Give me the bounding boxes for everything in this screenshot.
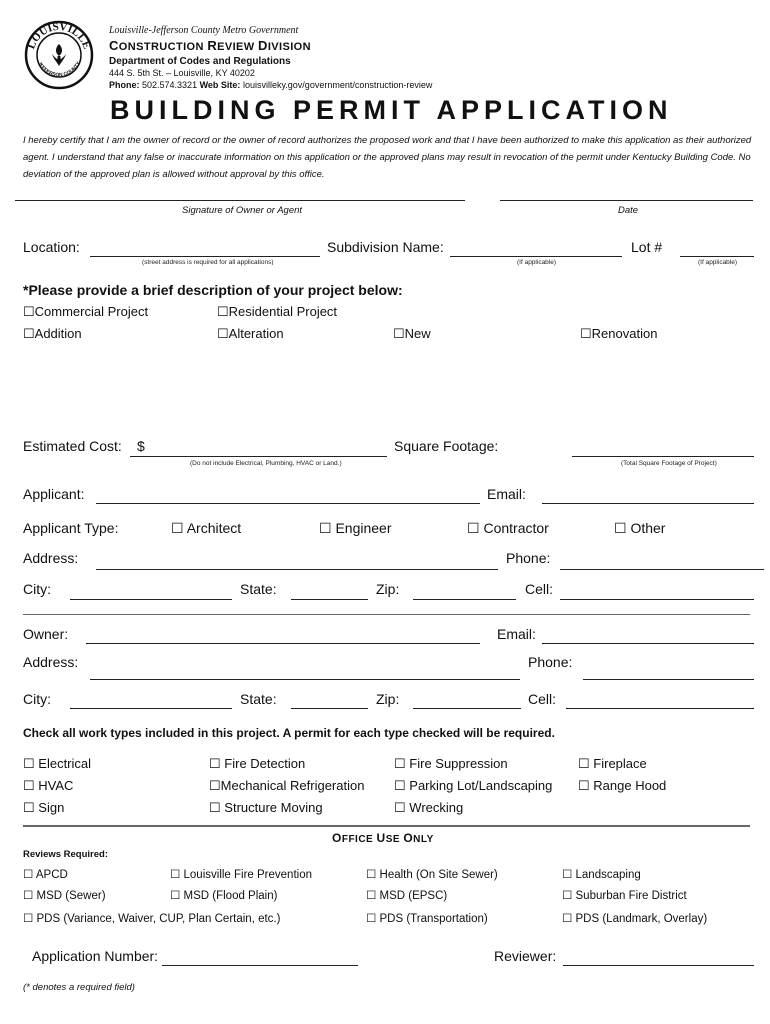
applicant-address-field[interactable] bbox=[96, 569, 498, 570]
owner-zip-label: Zip: bbox=[376, 691, 400, 707]
estimated-cost-label: Estimated Cost: bbox=[23, 438, 122, 454]
checkbox-icon: ☐ bbox=[366, 913, 377, 925]
applicant-city-field[interactable] bbox=[70, 599, 232, 600]
checkbox-msd-sewer[interactable]: ☐ MSD (Sewer) bbox=[23, 890, 106, 902]
owner-phone-field[interactable] bbox=[583, 679, 754, 680]
section-divider bbox=[23, 614, 750, 615]
checkbox-icon: ☐ bbox=[23, 800, 35, 815]
checkbox-icon: ☐ bbox=[393, 326, 405, 341]
subdivision-field[interactable] bbox=[450, 256, 622, 257]
owner-email-field[interactable] bbox=[542, 643, 754, 644]
applicant-cell-field[interactable] bbox=[560, 599, 754, 600]
subdivision-hint: (If applicable) bbox=[517, 259, 557, 266]
division-name: CONSTRUCTION REVIEW DIVISION bbox=[109, 38, 311, 53]
checkbox-icon: ☐ bbox=[23, 326, 35, 341]
applicant-phone-field[interactable] bbox=[560, 569, 764, 570]
checkbox-icon: ☐ bbox=[562, 869, 573, 881]
checkbox-icon: ☐ bbox=[23, 890, 34, 902]
checkbox-residential-project[interactable]: ☐Residential Project bbox=[217, 304, 338, 319]
checkbox-icon: ☐ bbox=[394, 800, 406, 815]
checkbox-icon: ☐ bbox=[209, 756, 221, 771]
location-label: Location: bbox=[23, 239, 80, 255]
checkbox-renovation[interactable]: ☐Renovation bbox=[580, 326, 658, 341]
checkbox-icon: ☐ bbox=[23, 756, 35, 771]
owner-address-field[interactable] bbox=[90, 679, 520, 680]
applicant-city-label: City: bbox=[23, 581, 51, 597]
checkbox-icon: ☐ bbox=[580, 326, 592, 341]
square-footage-label: Square Footage: bbox=[394, 438, 499, 454]
dollar-sign: $ bbox=[137, 438, 145, 454]
application-number-label: Application Number: bbox=[32, 948, 159, 964]
owner-cell-label: Cell: bbox=[528, 691, 557, 707]
signature-caption: Signature of Owner or Agent bbox=[182, 205, 303, 216]
checkbox-contractor[interactable]: ☐ Contractor bbox=[467, 520, 549, 536]
checkbox-icon: ☐ bbox=[562, 913, 573, 925]
checkbox-sign[interactable]: ☐ Sign bbox=[23, 800, 65, 815]
checkbox-icon: ☐ bbox=[394, 756, 406, 771]
estimated-cost-hint: (Do not include Electrical, Plumbing, HVAC or Land.) bbox=[190, 460, 342, 467]
checkbox-icon: ☐ bbox=[366, 890, 377, 902]
agency-name: Louisville-Jefferson County Metro Government bbox=[109, 25, 299, 36]
square-footage-field[interactable] bbox=[572, 456, 754, 457]
owner-address-label: Address: bbox=[23, 654, 79, 670]
checkbox-architect[interactable]: ☐ Architect bbox=[171, 520, 242, 536]
checkbox-icon: ☐ bbox=[209, 800, 221, 815]
applicant-zip-field[interactable] bbox=[413, 599, 516, 600]
office-address: 444 S. 5th St. – Louisville, KY 40202 bbox=[109, 68, 255, 78]
checkbox-structure-moving[interactable]: ☐ Structure Moving bbox=[209, 800, 323, 815]
checkbox-icon: ☐ bbox=[394, 778, 406, 793]
checkbox-icon: ☐ bbox=[209, 778, 221, 793]
checkbox-range-hood[interactable]: ☐ Range Hood bbox=[578, 778, 667, 793]
checkbox-engineer[interactable]: ☐ Engineer bbox=[319, 520, 392, 536]
checkbox-icon: ☐ bbox=[23, 778, 35, 793]
checkbox-louisville-fire-prevention[interactable]: ☐ Louisville Fire Prevention bbox=[170, 869, 312, 881]
applicant-email-field[interactable] bbox=[542, 503, 754, 504]
checkbox-icon: ☐ bbox=[23, 304, 35, 319]
applicant-zip-label: Zip: bbox=[376, 581, 400, 597]
checkbox-pds-transportation[interactable]: ☐ PDS (Transportation) bbox=[366, 913, 488, 925]
applicant-field[interactable] bbox=[96, 503, 480, 504]
checkbox-suburban-fire-district[interactable]: ☐ Suburban Fire District bbox=[562, 890, 687, 902]
checkbox-fire-suppression[interactable]: ☐ Fire Suppression bbox=[394, 756, 508, 771]
date-caption: Date bbox=[618, 205, 639, 216]
office-section-divider bbox=[23, 825, 750, 827]
applicant-cell-label: Cell: bbox=[525, 581, 554, 597]
applicant-phone-label: Phone: bbox=[506, 550, 551, 566]
checkbox-electrical[interactable]: ☐ Electrical bbox=[23, 756, 92, 771]
signature-line[interactable] bbox=[15, 200, 465, 201]
louisville-seal-logo bbox=[24, 20, 94, 90]
checkbox-commercial-project[interactable]: ☐Commercial Project bbox=[23, 304, 149, 319]
project-heading: *Please provide a brief description of your project below: bbox=[23, 282, 403, 298]
owner-phone-label: Phone: bbox=[528, 654, 573, 670]
checkbox-icon: ☐ bbox=[562, 890, 573, 902]
owner-label: Owner: bbox=[23, 626, 69, 642]
reviewer-field[interactable] bbox=[563, 965, 754, 966]
owner-email-label: Email: bbox=[497, 626, 536, 642]
checkbox-icon: ☐ bbox=[23, 869, 34, 881]
svg-text:LOUISVILLE: LOUISVILLE bbox=[25, 20, 93, 51]
checkbox-icon: ☐ bbox=[23, 913, 34, 925]
checkbox-icon: ☐ bbox=[467, 520, 480, 536]
checkbox-icon: ☐ bbox=[217, 326, 229, 341]
applicant-address-label: Address: bbox=[23, 550, 79, 566]
checkbox-icon: ☐ bbox=[366, 869, 377, 881]
checkbox-fireplace[interactable]: ☐ Fireplace bbox=[578, 756, 647, 771]
owner-city-field[interactable] bbox=[70, 708, 232, 709]
lot-field[interactable] bbox=[680, 256, 754, 257]
checkbox-wrecking[interactable]: ☐ Wrecking bbox=[394, 800, 464, 815]
applicant-email-label: Email: bbox=[487, 486, 526, 502]
checkbox-mechanical-refrigeration[interactable]: ☐Mechanical Refrigeration bbox=[209, 778, 365, 793]
contact-line: Phone: 502.574.3321 Web Site: louisvilleky.gov/government/construction-review bbox=[109, 80, 433, 90]
checkbox-icon: ☐ bbox=[614, 520, 627, 536]
checkbox-fire-detection[interactable]: ☐ Fire Detection bbox=[209, 756, 306, 771]
checkbox-icon: ☐ bbox=[578, 756, 590, 771]
checkbox-msd-epsc[interactable]: ☐ MSD (EPSC) bbox=[366, 890, 448, 902]
owner-cell-field[interactable] bbox=[566, 708, 754, 709]
square-footage-hint: (Total Square Footage of Project) bbox=[621, 460, 717, 467]
checkbox-addition[interactable]: ☐Addition bbox=[23, 326, 82, 341]
certification-text: I hereby certify that I am the owner of record or the owner of record authorizes the proposed work and that I have been authorized to make this application as their authorized agent. I understand that any false or inaccurate information on this application or the approved plans may result in revocation of the permit under Kentucky Building Code. No deviation of the approved plan is allowed without approval by this office. bbox=[23, 135, 752, 180]
checkbox-msd-flood-plain[interactable]: ☐ MSD (Flood Plain) bbox=[170, 890, 278, 902]
checkbox-landscaping[interactable]: ☐ Landscaping bbox=[562, 869, 641, 881]
owner-zip-field[interactable] bbox=[413, 708, 521, 709]
location-field[interactable] bbox=[90, 256, 320, 257]
checkbox-other[interactable]: ☐ Other bbox=[614, 520, 666, 536]
checkbox-parking-lot-landscaping[interactable]: ☐ Parking Lot/Landscaping bbox=[394, 778, 553, 793]
location-hint: (street address is required for all applications) bbox=[142, 259, 274, 266]
applicant-label: Applicant: bbox=[23, 486, 85, 502]
checkbox-pds-landmark-overlay[interactable]: ☐ PDS (Landmark, Overlay) bbox=[562, 913, 708, 925]
reviews-required-label: Reviews Required: bbox=[23, 849, 108, 860]
reviewer-label: Reviewer: bbox=[494, 948, 557, 964]
form-title: BUILDING PERMIT APPLICATION bbox=[110, 95, 673, 125]
application-number-field[interactable] bbox=[162, 965, 358, 966]
checkbox-icon: ☐ bbox=[578, 778, 590, 793]
required-field-footnote: (* denotes a required field) bbox=[23, 982, 135, 993]
checkbox-alteration[interactable]: ☐Alteration bbox=[217, 326, 284, 341]
estimated-cost-field[interactable] bbox=[130, 456, 387, 457]
checkbox-new[interactable]: ☐New bbox=[393, 326, 431, 341]
lot-label: Lot # bbox=[631, 239, 663, 255]
checkbox-icon: ☐ bbox=[170, 869, 181, 881]
owner-state-field[interactable] bbox=[291, 708, 368, 709]
svg-text:JEFFERSON COUNTY: JEFFERSON COUNTY bbox=[36, 60, 82, 79]
lot-hint: (If applicable) bbox=[698, 259, 738, 266]
checkbox-pds-variance[interactable]: ☐ PDS (Variance, Waiver, CUP, Plan Certain, etc.) bbox=[23, 913, 281, 925]
applicant-type-label: Applicant Type: bbox=[23, 520, 119, 536]
subdivision-label: Subdivision Name: bbox=[327, 239, 444, 255]
date-line[interactable] bbox=[500, 200, 753, 201]
checkbox-hvac[interactable]: ☐ HVAC bbox=[23, 778, 74, 793]
owner-city-label: City: bbox=[23, 691, 51, 707]
owner-field[interactable] bbox=[86, 643, 480, 644]
checkbox-icon: ☐ bbox=[170, 890, 181, 902]
checkbox-icon: ☐ bbox=[217, 304, 229, 319]
office-use-only-heading: OFFICE USE ONLY bbox=[332, 831, 434, 845]
applicant-state-field[interactable] bbox=[291, 599, 368, 600]
checkbox-apcd[interactable]: ☐ APCD bbox=[23, 869, 68, 881]
checkbox-icon: ☐ bbox=[171, 520, 184, 536]
owner-state-label: State: bbox=[240, 691, 277, 707]
work-types-heading: Check all work types included in this project. A permit for each type checked will be required. bbox=[23, 726, 555, 740]
applicant-state-label: State: bbox=[240, 581, 277, 597]
checkbox-icon: ☐ bbox=[319, 520, 332, 536]
checkbox-health-on-site-sewer[interactable]: ☐ Health (On Site Sewer) bbox=[366, 869, 498, 881]
department-name: Department of Codes and Regulations bbox=[109, 56, 291, 67]
